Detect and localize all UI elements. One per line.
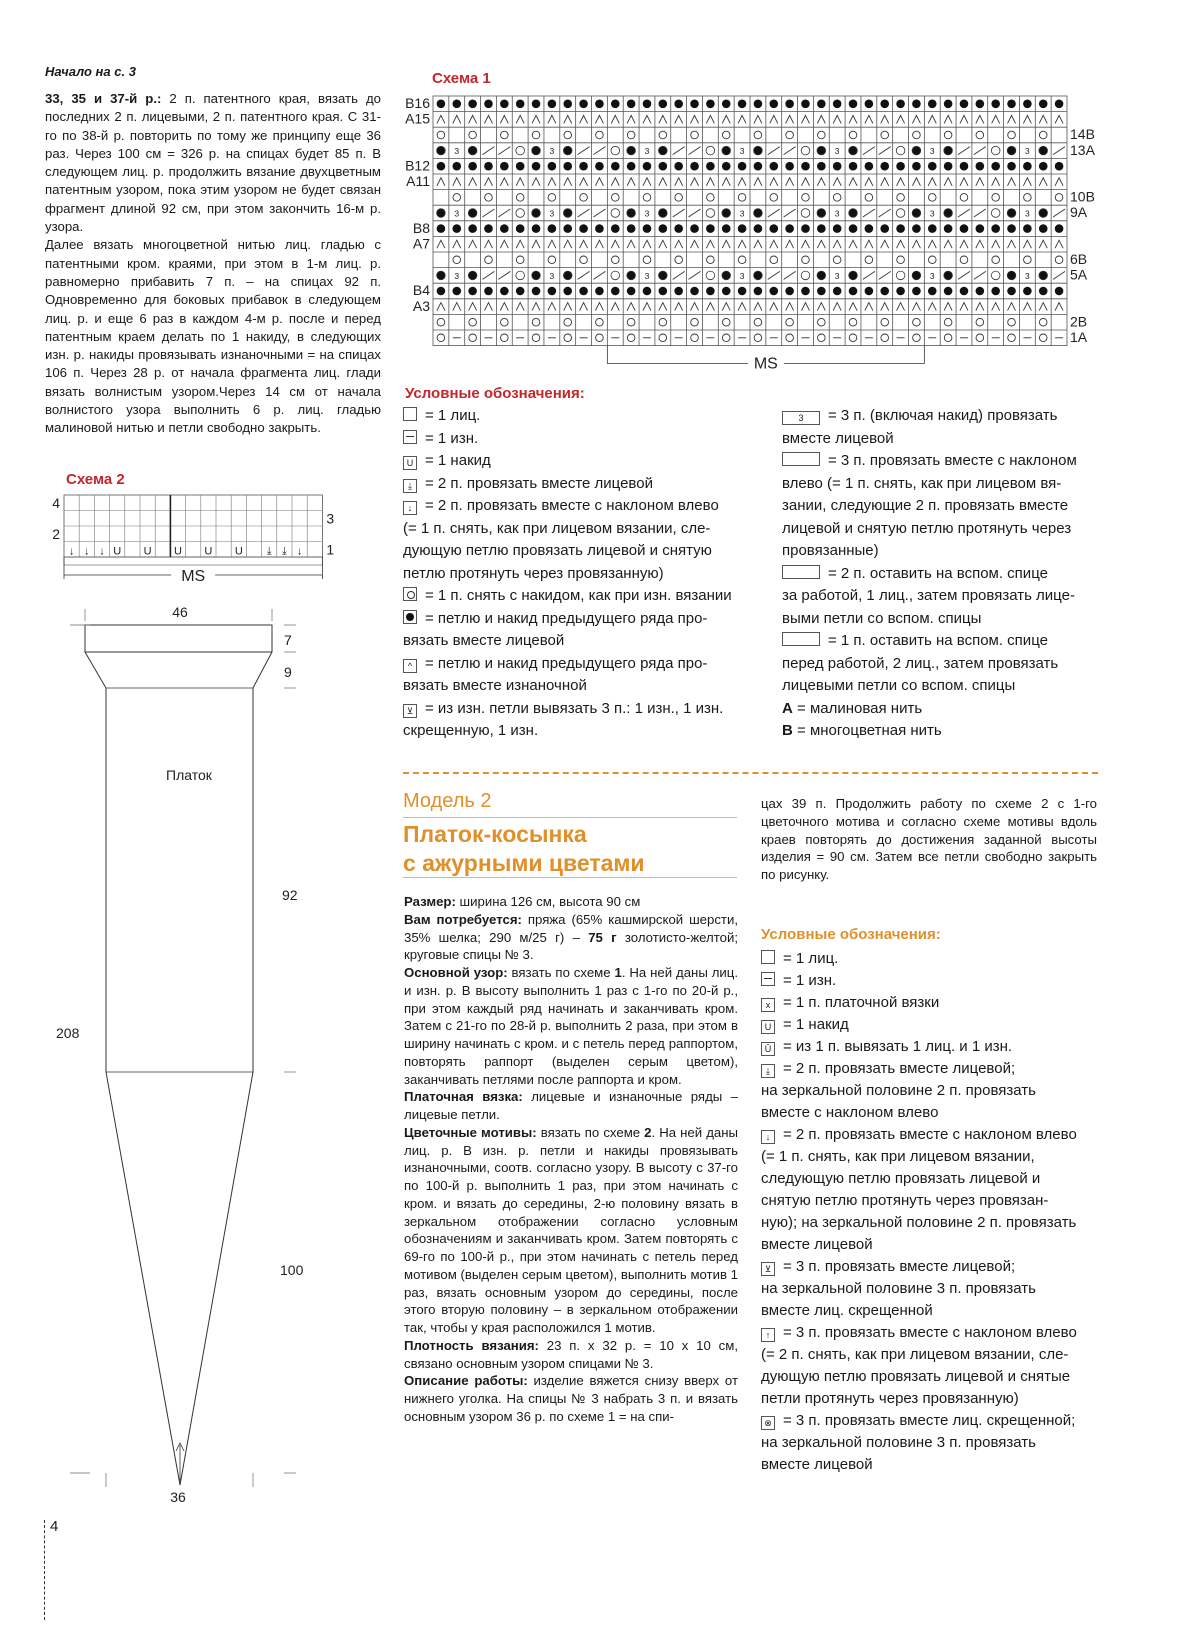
legend1-title: Условные обозначения: <box>405 385 585 402</box>
legend1-text: = 1 п. снять с накидом, как при изн. вязании <box>425 587 732 604</box>
body-run: . На ней даны лиц. и изн. р. В высоту выполнить 1 раз с 1-го по 20-й р., при этом каждый ряд начинать и заканчивать кром. Затем с 21-го по 28-й р. выполнить 2 раза, при этом в ширину начинать с кром. и с петель перед раппортом, повторять раппорт (выделен серым цветом), заканчивать петлями после раппорта и кром. <box>404 965 738 1087</box>
section-divider <box>403 772 1098 774</box>
shawl-shape-diagram <box>50 600 350 1520</box>
title-underline <box>403 817 737 818</box>
legend1-text: = 1 изн. <box>425 429 479 447</box>
scheme1-chart <box>396 90 1116 375</box>
scheme1-title: Схема 1 <box>432 70 491 87</box>
scheme1-left-label: A3 <box>412 297 430 314</box>
scheme1-left-label: B8 <box>412 219 430 236</box>
legend2-item <box>761 948 1077 970</box>
legend-symbol-icon: ⊻ <box>403 704 417 718</box>
legend-symbol-icon: ⤓ <box>761 1064 775 1078</box>
legend-symbol-icon <box>761 972 775 986</box>
legend1-text: лицевыми петли со вспом. спицы <box>782 677 1016 694</box>
legend2-text: ную); на зеркальной половине 2 п. провязать <box>761 1214 1077 1231</box>
legend2-item <box>761 1410 1077 1432</box>
legend1-item <box>782 495 1077 518</box>
legend1-item <box>403 608 732 631</box>
svg-text:3: 3 <box>834 208 840 219</box>
legend1-text: петлю протянуть через провязанную) <box>403 564 664 582</box>
legend-symbol-icon <box>761 950 775 964</box>
legend1-text: дующую петлю провязать лицевой и снятую <box>403 542 712 559</box>
scheme1-left-label: A15 <box>405 110 430 127</box>
legend2-item <box>761 1146 1077 1168</box>
legend-symbol-icon: ^ <box>403 659 417 673</box>
body-run: ширина 126 см, высота 90 см <box>455 894 641 909</box>
legend1-text: = 1 накид <box>425 452 491 469</box>
page-number: 4 <box>50 1518 59 1535</box>
legend1-item <box>403 675 732 698</box>
scheme2-ms-label: MS <box>181 568 206 585</box>
scheme1-right-label: 6B <box>1070 251 1088 267</box>
legend1-item <box>403 720 732 743</box>
svg-text:3: 3 <box>929 270 935 281</box>
legend2-text: = 1 накид <box>783 1016 849 1033</box>
legend1-item <box>403 473 732 496</box>
scheme1-right-label: 9A <box>1070 204 1088 221</box>
legend2-text: вместе с наклоном влево <box>761 1104 939 1121</box>
body-run: пряжа (65% кашмирской шерсти, 35% шелка; 290 м/25 г) – <box>404 911 739 945</box>
legend1-text: = 2 п. оставить на вспом. спице <box>828 564 1048 582</box>
intro-paragraph-text: 2 п. патентного края, вязать до последних 2 п. лицевыми, 2 п. патентного края. С 31-го по 38-й р. повторить по тому же принципу еще 36 раз. Через 100 см = 326 р. на спицах будет 85 п. В следующем лиц. р. продолжить вязание двухцветным патентным узором, пока этим узором не будет связан фрагмент длиной 92 см, при этом закончить 16-м р. узора. <box>45 91 381 235</box>
body-run: вязать по схеме <box>507 965 615 980</box>
svg-text:3: 3 <box>644 270 650 281</box>
legend1-item <box>782 653 1077 676</box>
legend1-text: = 2 п. провязать вместе с наклоном влево <box>425 497 719 514</box>
legend2-text: (= 1 п. снять, как при лицевом вязании, <box>761 1148 1035 1165</box>
legend1-item <box>782 428 1077 451</box>
legend1-item <box>403 450 732 473</box>
legend-symbol-icon: U <box>761 1020 775 1034</box>
legend2-text: снятую петлю протянуть через провязан- <box>761 1192 1049 1209</box>
legend1-text: провязанные) <box>782 542 879 559</box>
svg-text:3: 3 <box>1025 270 1030 281</box>
body-bold: Размер: <box>404 894 456 909</box>
legend1-item <box>403 428 732 451</box>
legend2-item <box>761 1168 1077 1190</box>
svg-text:3: 3 <box>739 146 745 157</box>
legend2-item <box>761 1322 1077 1344</box>
legend-cable-icon <box>782 632 820 646</box>
body-run: вязать по схеме <box>536 1124 645 1140</box>
scheme1-left-label: A11 <box>406 173 430 189</box>
legend-cable-icon: 3 <box>782 411 820 425</box>
legend2-text: на зеркальной половине 3 п. провязать <box>761 1434 1036 1451</box>
legend1-text: = петлю и накид предыдущего ряда про- <box>425 654 708 672</box>
legend1-text: за работой, 1 лиц., затем провязать лице- <box>782 587 1075 604</box>
legend2-item <box>761 992 1077 1014</box>
svg-text:⤓: ⤓ <box>266 545 272 558</box>
legend-cable-icon <box>782 565 820 579</box>
body-paragraph <box>404 893 738 911</box>
legend1-item <box>782 450 1077 473</box>
shape-title-label: Платок <box>166 767 212 783</box>
body-bold: Описание работы: <box>404 1373 528 1389</box>
intro-paragraph <box>45 90 381 236</box>
legend-symbol-icon: ⊗ <box>761 1416 775 1430</box>
svg-text:3: 3 <box>549 270 555 281</box>
legend1-item <box>403 630 732 653</box>
model-title-line2: с ажурными цветами <box>403 850 645 876</box>
svg-text:3: 3 <box>454 208 460 219</box>
body-paragraph <box>404 1337 738 1373</box>
legend-symbol-icon: x <box>761 998 775 1012</box>
legend1-item <box>403 585 732 608</box>
svg-text:3: 3 <box>834 270 840 281</box>
legend1-text: перед работой, 2 лиц., затем провязать <box>782 654 1059 672</box>
legend1-color-key <box>782 720 1077 743</box>
color-key-letter: A <box>782 699 793 717</box>
legend1-item <box>403 495 732 518</box>
scheme2-title: Схема 2 <box>66 471 125 488</box>
shape-right-label: 92 <box>282 887 298 903</box>
legend-symbol-icon: ⊻ <box>761 1262 775 1276</box>
svg-text:3: 3 <box>739 208 745 219</box>
legend2-text: = 3 п. провязать вместе лиц. скрещенной; <box>783 1412 1076 1429</box>
legend2-item <box>761 1124 1077 1146</box>
intro-paragraph <box>45 236 381 437</box>
legend2-item <box>761 1256 1077 1278</box>
body-text <box>404 893 738 1426</box>
scheme2-right-label: 3 <box>326 510 335 527</box>
legend1-item <box>403 563 732 586</box>
legend1-item <box>782 473 1077 496</box>
title-underline2 <box>403 877 737 878</box>
legend1-item <box>782 675 1077 698</box>
model-title-line1: Платок-косынка <box>403 821 587 847</box>
legend2-text: на зеркальной половине 3 п. провязать <box>761 1280 1036 1297</box>
body-run: лицевые и изнаночные ряды – лицевые петли. <box>404 1089 738 1122</box>
legend1-text: (= 1 п. снять, как при лицевом вязании, сле- <box>403 519 711 537</box>
svg-text:3: 3 <box>739 270 745 281</box>
legend-symbol-icon: U <box>403 456 417 470</box>
model-title <box>403 820 645 878</box>
legend1-item <box>782 540 1077 563</box>
svg-text:3: 3 <box>549 208 555 219</box>
legend2-item <box>761 970 1077 992</box>
svg-text:3: 3 <box>834 146 840 157</box>
legend2-item <box>761 1278 1077 1300</box>
legend1-text: выми петли со вспом. спицы <box>782 609 982 627</box>
legend1-text: вязать вместе изнаночной <box>403 677 587 694</box>
body-bold: Платочная вязка: <box>404 1089 523 1105</box>
legend1-text: влево (= 1 п. снять, как при лицевом вя- <box>782 474 1062 492</box>
svg-text:↓: ↓ <box>84 545 90 558</box>
legend1-text: вязать вместе лицевой <box>403 632 565 649</box>
legend1-color-key <box>782 698 1077 721</box>
legend2-text: = 3 п. провязать вместе лицевой; <box>783 1258 1016 1275</box>
margin-dash <box>44 1520 45 1620</box>
legend-symbol-icon: Ū <box>761 1042 775 1056</box>
legend1-item <box>782 608 1077 631</box>
shape-top-label: 46 <box>172 604 188 620</box>
legend-symbol-icon: ↑ <box>761 1328 775 1342</box>
legend2-item <box>761 1234 1077 1256</box>
svg-text:U: U <box>204 545 213 558</box>
body-bold: 2 <box>644 1124 652 1140</box>
svg-text:↓: ↓ <box>296 545 303 558</box>
legend1-text: = петлю и накид предыдущего ряда про- <box>425 609 708 627</box>
legend1-item <box>403 540 732 563</box>
legend1-text: скрещенную, 1 изн. <box>403 722 539 739</box>
legend-symbol-icon <box>403 587 417 601</box>
scheme2-chart <box>46 490 356 590</box>
legend-symbol-icon: ⤓ <box>403 479 417 493</box>
color-key-text: = многоцветная нить <box>792 722 942 739</box>
body-run: изделие вяжется снизу вверх от нижнего уголка. На спицы № 3 набрать 3 п. и вязать основным узором 36 р. по схеме 1 = на спи- <box>404 1373 738 1424</box>
shape-right-label: 100 <box>280 1262 304 1278</box>
shape-left-label: 208 <box>56 1025 80 1041</box>
svg-text:3: 3 <box>1025 208 1030 219</box>
body-paragraph <box>404 911 738 964</box>
legend2-text: = из 1 п. вывязать 1 лиц. и 1 изн. <box>783 1038 1013 1055</box>
svg-text:↓: ↓ <box>99 545 105 558</box>
svg-text:U: U <box>143 545 152 558</box>
svg-text:U: U <box>113 545 122 558</box>
legend2-text: = 2 п. провязать вместе лицевой; <box>783 1060 1016 1077</box>
legend2-text: вместе лицевой <box>761 1236 873 1253</box>
legend-symbol-icon <box>403 610 417 624</box>
body-run: 23 п. х 32 р. = 10 х 10 см, связано основным узором спицами № 3. <box>404 1337 738 1371</box>
legend1-item <box>782 630 1077 653</box>
body-text-right: цах 39 п. Продолжить работу по схеме 2 с 1-го цветочного мотива и согласно схеме мотивы вдоль краев повторять до достижения заданной высоты изделия = 90 см. Затем все петли свободно закрыть по рисунку. <box>761 796 1097 883</box>
legend1-item <box>403 698 732 721</box>
scheme1-left-label: B16 <box>405 95 430 111</box>
body-run: . На ней даны лиц. р. В изн. р. петли и накиды провязывать изнаночными, соотв. согласно узору. В высоту с 37-го по 100-й р. выполнить 1 раз, при этом начинать с кром. и вязать до середины, 2-ю половину вязать в зеркальном отображении согласно условным обозначениям и заканчивать кром. Затем повторять с 69-го по 100-й р., при этом начинать с петель перед мотивом (выделен серым цветом), выполнить мотив 1 раз, вязать основным узором до середины, после этого вторую половину – в зеркальном отображении так, чтобы у края расположился 1 мотив. <box>404 1124 738 1335</box>
legend2-text: на зеркальной половине 2 п. провязать <box>761 1082 1036 1099</box>
legend1-item <box>403 405 732 428</box>
legend2-text: петли протянуть через провязанную) <box>761 1390 1019 1407</box>
body-bold: Вам потребуется: <box>404 911 522 927</box>
scheme1-right-label: 14B <box>1070 126 1095 143</box>
legend1-item <box>782 585 1077 608</box>
scheme1-right-label: 1A <box>1070 329 1088 345</box>
legend2-item <box>761 1036 1077 1058</box>
intro-paragraph-lead: 33, 35 и 37-й р.: <box>45 91 162 106</box>
scheme1-right-label: 2B <box>1070 313 1088 330</box>
body-bold: Цветочные мотивы: <box>404 1124 537 1140</box>
legend2-text: следующую петлю провязать лицевой и <box>761 1170 1041 1187</box>
legend1-text: зании, следующие 2 п. провязать вместе <box>782 497 1069 514</box>
body-bold: Плотность вязания: <box>404 1337 539 1353</box>
legend2-text: (= 2 п. снять, как при лицевом вязании, сле- <box>761 1346 1069 1363</box>
color-key-text: = малиновая нить <box>792 699 923 717</box>
legend1-item <box>782 518 1077 541</box>
legend-symbol-icon <box>403 430 417 444</box>
legend1-item <box>403 518 732 541</box>
svg-text:⤓: ⤓ <box>281 545 287 558</box>
scheme1-left-label: A7 <box>412 235 430 252</box>
legend2-item <box>761 1080 1077 1102</box>
svg-text:3: 3 <box>1025 146 1030 157</box>
legend1-text: = из изн. петли вывязать 3 п.: 1 изн., 1 изн. <box>425 699 724 717</box>
legend2-text: дующую петлю провязать лицевой и снятые <box>761 1368 1071 1385</box>
legend1-text: вместе лицевой <box>782 429 894 447</box>
legend1-text: = 1 п. оставить на вспом. спице <box>828 632 1048 649</box>
scheme2-right-label: 1 <box>326 541 335 558</box>
legend-symbol-icon: ↓ <box>403 501 417 515</box>
legend2-item <box>761 1058 1077 1080</box>
scheme1-right-label: 13A <box>1070 141 1095 158</box>
legend-symbol-icon <box>403 407 417 421</box>
legend2-item <box>761 1190 1077 1212</box>
intro-text <box>45 90 381 438</box>
legend-cable-icon <box>782 452 820 466</box>
legend1-text: лицевой и снятую петлю протянуть через <box>782 519 1072 537</box>
svg-text:3: 3 <box>549 146 555 157</box>
intro-paragraph-text: Далее вязать многоцветной нитью лиц. гладью с патентными кром. краями, при этом в 1-м лиц. р. равномерно прибавить 7 п. – на спицах 92 п. Одновременно для боковых прибавок в следующем лиц. р. и еще 6 раз в каждом 4-м р. после и перед патентным краем делать по 1 накиду, в следующих изн. р. накиды провязывать изнаночными = на спицах 106 п. Через 28 р. от начала фрагмента лиц. глади вязать волнистым узором.Через 14 см от начала волнистого узора выполнить 6 р. лиц. гладью малиновой нитью и петли свободно закрыть. <box>45 237 381 436</box>
scheme1-ms-label: MS <box>753 355 778 373</box>
shape-bottom-label: 36 <box>170 1489 186 1505</box>
legend2-item <box>761 1300 1077 1322</box>
legend-symbol-icon: ↓ <box>761 1130 775 1144</box>
legend2-text: = 1 п. платочной вязки <box>783 994 940 1011</box>
svg-text:3: 3 <box>929 208 935 219</box>
scheme2-left-label: 2 <box>52 526 60 542</box>
legend2-item <box>761 1344 1077 1366</box>
legend1-left <box>403 405 732 743</box>
legend2-item <box>761 1432 1077 1454</box>
svg-text:3: 3 <box>644 208 650 219</box>
legend1-item <box>403 653 732 676</box>
svg-text:↓: ↓ <box>68 545 75 558</box>
shape-right-label: 7 <box>284 632 292 648</box>
legend1-right <box>782 405 1077 743</box>
legend1-text: = 2 п. провязать вместе лицевой <box>425 474 653 492</box>
legend2-list <box>761 948 1077 1476</box>
legend1-item <box>782 563 1077 586</box>
legend2-title: Условные обозначения: <box>761 926 941 943</box>
svg-text:U: U <box>234 545 243 558</box>
scheme2-left-label: 4 <box>52 495 60 511</box>
color-key-letter: B <box>782 722 793 739</box>
legend2-text: = 1 лиц. <box>783 950 839 967</box>
body-bold: Основной узор: <box>404 965 508 980</box>
scheme1-right-label: 10B <box>1070 188 1095 205</box>
legend2-text: = 3 п. провязать вместе с наклоном влево <box>783 1324 1077 1341</box>
legend2-text: вместе лиц. скрещенной <box>761 1302 933 1319</box>
body-bold: 1 <box>614 965 622 980</box>
body-bold: 75 г <box>588 929 617 945</box>
legend2-item <box>761 1366 1077 1388</box>
legend2-text: вместе лицевой <box>761 1456 873 1473</box>
legend2-item <box>761 1454 1077 1476</box>
svg-text:U: U <box>174 545 182 558</box>
legend2-item <box>761 1388 1077 1410</box>
scheme1-left-label: B4 <box>412 282 430 299</box>
continued-note: Начало на с. 3 <box>45 64 136 79</box>
body-paragraph <box>404 1088 738 1124</box>
svg-text:3: 3 <box>929 146 935 157</box>
svg-text:3: 3 <box>644 146 650 157</box>
legend1-text: = 1 лиц. <box>425 407 481 424</box>
legend1-text: = 3 п. (включая накид) провязать <box>828 407 1058 424</box>
legend2-text: = 2 п. провязать вместе с наклоном влево <box>783 1126 1077 1143</box>
legend1-item <box>782 405 1077 428</box>
scheme1-left-label: B12 <box>405 157 430 174</box>
legend1-text: = 3 п. провязать вместе с наклоном <box>828 452 1077 469</box>
legend2-item <box>761 1102 1077 1124</box>
body-paragraph <box>404 1124 738 1337</box>
legend2-item <box>761 1014 1077 1036</box>
body-paragraph <box>404 1372 738 1425</box>
legend2-item <box>761 1212 1077 1234</box>
svg-text:3: 3 <box>454 270 460 281</box>
shape-right-label: 9 <box>284 664 292 680</box>
body-paragraph <box>404 964 738 1088</box>
model-label: Модель 2 <box>403 790 492 812</box>
legend2-text: = 1 изн. <box>783 972 837 989</box>
body-run: золотисто-желтой; круговые спицы № 3. <box>404 929 739 963</box>
svg-text:3: 3 <box>454 146 460 157</box>
scheme1-right-label: 5A <box>1070 266 1088 283</box>
